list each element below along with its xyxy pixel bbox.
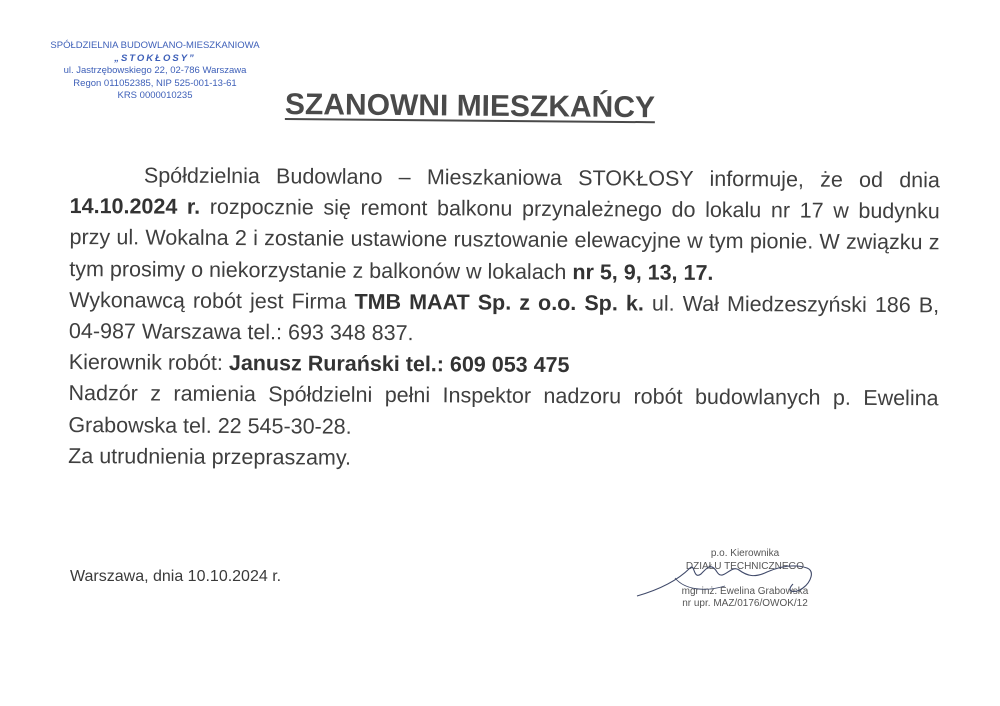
manager-label: Kierownik robót: [68, 350, 229, 376]
start-date: 14.10.2024 r. [69, 194, 201, 219]
announcement-text-1: Spółdzielnia Budowlano – Mieszkaniowa STOKŁOSY informuje, że od dnia [143, 163, 940, 193]
stamp-krs: KRS 0000010235 [117, 90, 193, 101]
paragraph-apology: Za utrudnienia przepraszamy. [68, 443, 352, 470]
place-date: Warszawa, dnia 10.10.2024 r. [70, 568, 282, 585]
stamp-address: ul. Jastrzębowskiego 22, 02-786 Warszawa [63, 65, 247, 76]
manager-contact: Janusz Rurański tel.: 609 053 475 [228, 351, 570, 378]
stamp-org-type: SPÓŁDZIELNIA BUDOWLANO-MIESZKANIOWA [50, 40, 260, 51]
paragraph-contractor [69, 285, 939, 353]
signature-line-4: nr upr. MAZ/0176/OWOK/12 [682, 598, 808, 609]
contractor-text-2: ul. Wał Miedzeszyński 186 B, 04-987 Warszawa tel.: 693 348 837. [68, 291, 940, 346]
stamp-org-name: „STOKŁOSY” [114, 52, 196, 64]
paragraph-announcement [69, 160, 940, 290]
organization-stamp [40, 40, 270, 103]
contractor-text-1: Wykonawcą robót jest Firma [69, 287, 355, 314]
paragraph-supervision: Nadzór z ramienia Spółdzielni pełni Inspektor nadzoru robót budowlanych p. Ewelina Grabowska tel. 22 545-30-28. [68, 381, 939, 439]
notice-body [68, 160, 940, 477]
signature-line-2: DZIAŁU TECHNICZNEGO [685, 561, 805, 572]
signature-stamp [635, 548, 835, 618]
announcement-text-2: rozpocznie się remont balkonu przynależnego do lokalu nr 17 w budynku przy ul. Wokalna 2 i zostanie ustawione rusztowanie elewacyjne w tym pionie. W związku z tym prosimy o niekorzystanie z balkonów w lokalach [69, 194, 940, 284]
handwritten-signature [635, 548, 835, 618]
signature-line-1: p.o. Kierownika [710, 548, 780, 559]
signature-line-3: mgr inż. Ewelina Grabowska [681, 586, 809, 597]
stamp-regon-nip: Regon 011052385, NIP 525-001-13-61 [73, 77, 237, 89]
contractor-name: TMB MAAT Sp. z o.o. Sp. k. [354, 289, 644, 316]
notice-title: SZANOWNI MIESZKAŃCY [284, 88, 656, 125]
affected-units: nr 5, 9, 13, 17. [572, 259, 714, 285]
